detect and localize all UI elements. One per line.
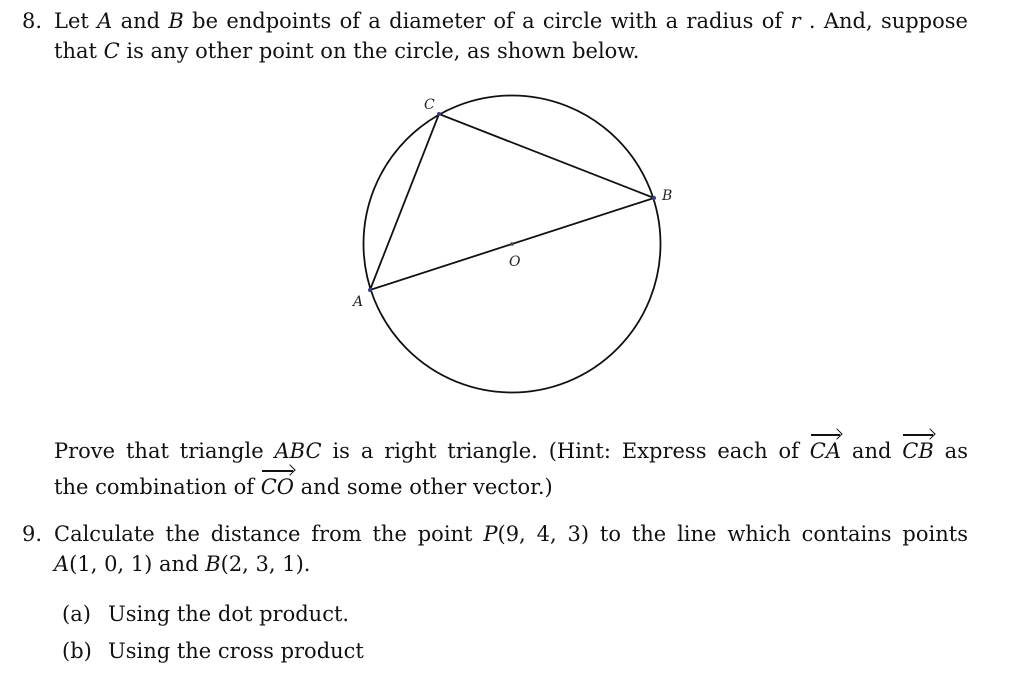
vector-ca: CA <box>809 439 842 463</box>
problem-8-statement-cont: that C is any other point on the circle, as shown below. <box>54 39 640 63</box>
vector-co: CO <box>260 475 294 499</box>
point-a <box>368 288 372 292</box>
vector-cb: CB <box>902 439 934 463</box>
chord-cb <box>439 114 654 198</box>
part-a-label: (a) <box>62 602 91 626</box>
part-a-text: Using the dot product. <box>108 602 350 626</box>
point-o <box>510 242 514 246</box>
label-o: O <box>509 254 521 270</box>
point-c <box>437 112 441 116</box>
part-b-text: Using the cross product <box>108 639 364 663</box>
label-b: B <box>662 188 673 204</box>
problem-8-statement: Let A and B be endpoints of a diameter of a circle with a radius of r . And, suppose <box>54 9 968 33</box>
point-b <box>652 196 656 200</box>
label-a: A <box>353 294 364 310</box>
problem-8-prove-text: Prove that triangle ABC is a right triangle. (Hint: Express each of CA and CB as <box>54 439 968 463</box>
problem-8-prove-text-cont: the combination of CO and some other vector.) <box>54 475 553 499</box>
problem-9-number: 9. <box>22 522 43 546</box>
part-b-label: (b) <box>62 639 92 663</box>
problem-9-statement-cont: A(1, 0, 1) and B(2, 3, 1). <box>54 552 311 576</box>
circle-diagram <box>340 85 700 405</box>
problem-9-statement: Calculate the distance from the point P(9, 4, 3) to the line which contains points <box>54 522 968 546</box>
problem-8-number: 8. <box>22 9 43 33</box>
label-c: C <box>424 97 435 113</box>
